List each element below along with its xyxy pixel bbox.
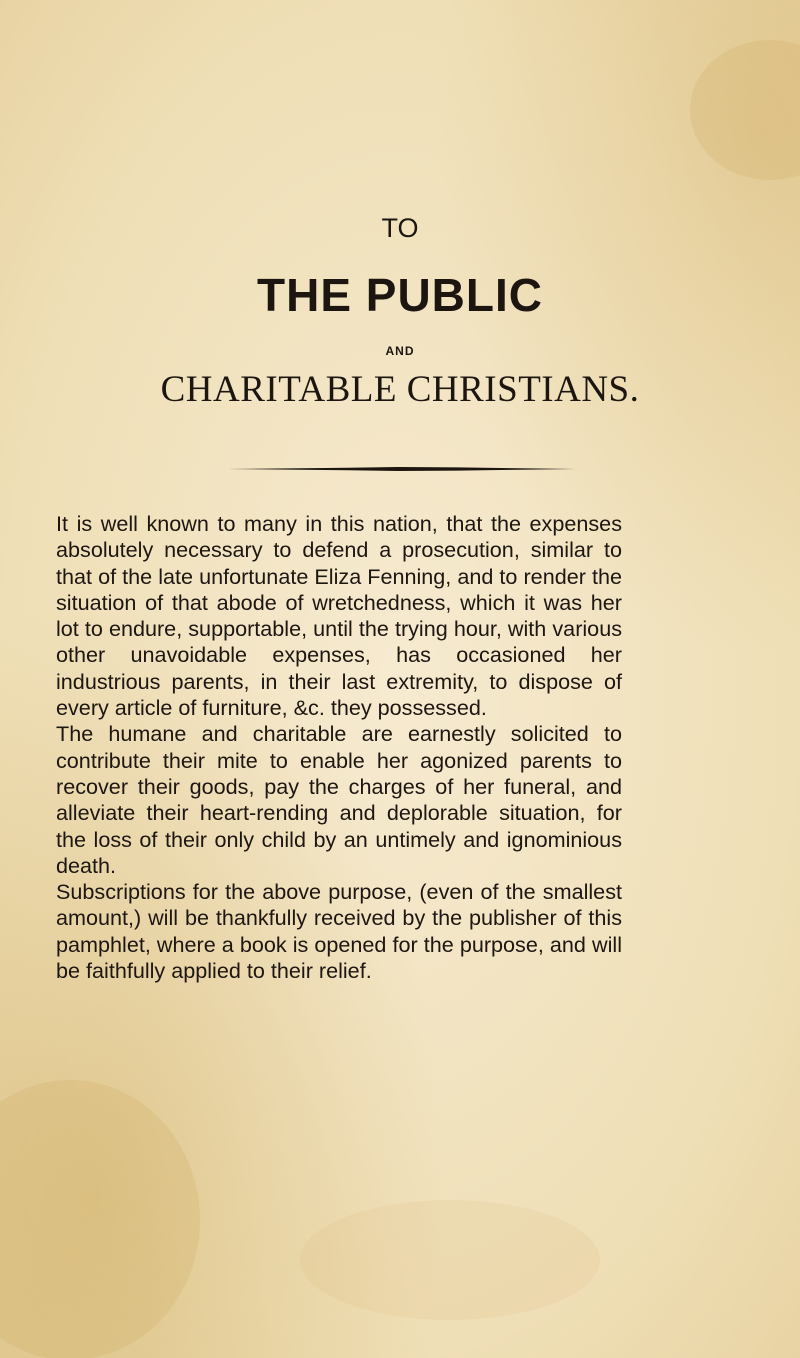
heading-public: THE PUBLIC	[257, 269, 543, 321]
paper-stain	[300, 1200, 600, 1320]
paragraph-2: The humane and charitable are earnestly solicited to contribute their mite to enable her agonized parents to recover their goods, pay the charges of her funeral, and alleviate their heart-rending and deplorable situation, for the loss of their only child by an untimely and ignominious death.	[56, 721, 622, 878]
paper-stain	[0, 1080, 200, 1358]
paper-stain	[690, 40, 800, 180]
paragraph-1: It is well known to many in this nation, that the expenses absolutely necessary to defend a prosecution, similar to that of the late unfortunate Eliza Fenning, and to render the situation of that abode of wretchedness, which it was her lot to endure, supportable, until the trying hour, with various other unavoidable expenses, has occasioned her industrious parents, in their last extremity, to dispose of every article of furniture, &c. they possessed.	[56, 511, 622, 721]
paragraph-3: Subscriptions for the above purpose, (even of the smallest amount,) will be thankfully received by the publisher of this pamphlet, where a book is opened for the purpose, and will be faithfully applied to their relief.	[56, 879, 622, 984]
heading-and: AND	[385, 344, 415, 358]
heading-charitable-christians: CHARITABLE CHRISTIANS.	[160, 369, 640, 410]
decorative-rule	[228, 467, 576, 471]
body-text	[56, 511, 622, 984]
heading-to: TO	[381, 213, 419, 243]
